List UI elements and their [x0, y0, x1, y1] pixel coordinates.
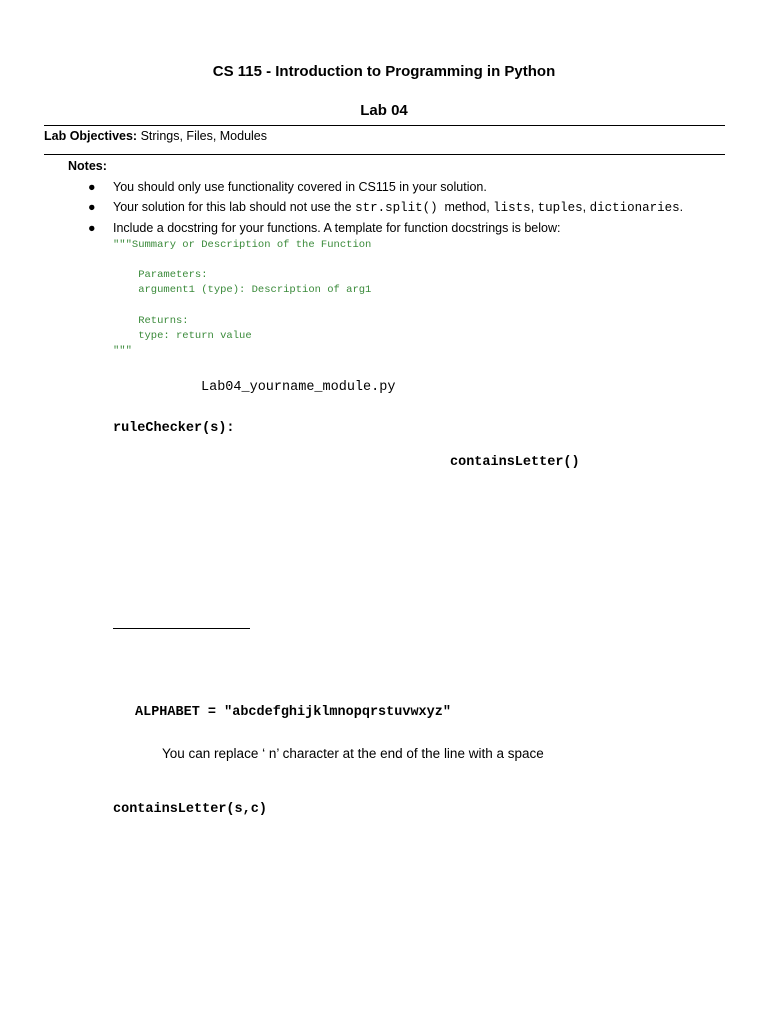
- objectives-value: Strings, Files, Modules: [140, 129, 268, 143]
- note-item-1: You should only use functionality covered in CS115 in your solution.: [113, 180, 487, 194]
- code-lists: lists: [493, 201, 531, 215]
- code-tuples: tuples: [537, 201, 583, 215]
- bullet-icon: ●: [88, 221, 96, 235]
- note-item-2-sep2: ,: [582, 200, 590, 214]
- rule-checker-signature: ruleChecker(s):: [113, 421, 235, 436]
- alphabet-constant: ALPHABET = "abcdefghijklmnopqrstuvwxyz": [135, 705, 451, 720]
- docstring-line-1: """Summary or Description of the Function: [113, 239, 372, 251]
- top-rule: [44, 125, 725, 126]
- note-item-3: Include a docstring for your functions. A template for function docstrings is below:: [113, 221, 561, 235]
- note-item-2-mid: method,: [437, 200, 494, 214]
- docstring-line-2: Parameters:: [113, 269, 208, 281]
- objectives-label: Lab Objectives:: [44, 129, 138, 143]
- notes-heading: Notes:: [68, 159, 107, 173]
- document-title: CS 115 - Introduction to Programming in Python: [212, 63, 556, 80]
- docstring-line-5: type: return value: [113, 330, 252, 342]
- note-item-2: [113, 200, 683, 215]
- note-item-2-sep1: ,: [530, 200, 538, 214]
- note-item-2-suffix: .: [679, 200, 684, 214]
- lab-objectives: [44, 129, 267, 143]
- replace-newline-note: You can replace ‘ n’ character at the end of the line with a space: [162, 746, 544, 761]
- bullet-icon: ●: [88, 180, 96, 194]
- contains-letter-reference: containsLetter(): [450, 455, 580, 470]
- docstring-line-4: Returns:: [113, 315, 189, 327]
- note-item-2-prefix: Your solution for this lab should not use the: [113, 200, 356, 214]
- contains-letter-signature: containsLetter(s,c): [113, 802, 267, 817]
- lab-number: Lab 04: [360, 102, 408, 119]
- docstring-line-3: argument1 (type): Description of arg1: [113, 284, 372, 296]
- code-dictionaries: dictionaries: [589, 201, 680, 215]
- bullet-icon: ●: [88, 200, 96, 214]
- module-filename: Lab04_yourname_module.py: [201, 380, 396, 395]
- bottom-rule: [44, 154, 725, 155]
- docstring-line-6: """: [113, 345, 132, 357]
- underline-rule: [113, 628, 250, 629]
- code-str-split: str.split(): [355, 201, 438, 215]
